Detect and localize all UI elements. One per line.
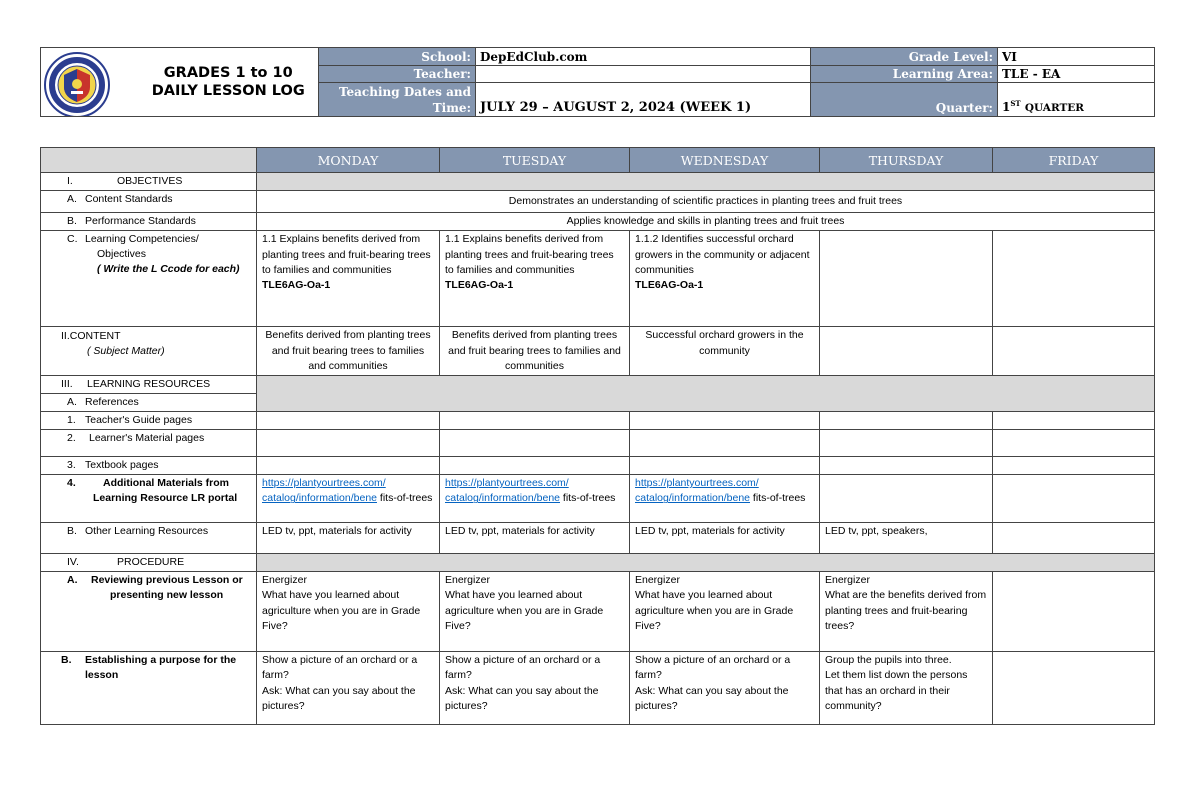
- content-monday: Benefits derived from planting trees and fruit bearing trees to families and communities: [257, 327, 440, 376]
- resources-num: III.: [61, 378, 73, 391]
- performance-standards-num: B.: [67, 215, 77, 227]
- tg-pages-tuesday: [440, 412, 630, 430]
- performance-standards-text: Performance Standards: [85, 215, 196, 227]
- resource-link-tuesday-tail: fits-of-trees: [560, 492, 616, 505]
- procedure-fill: [257, 554, 1155, 572]
- purpose-thursday: [820, 652, 993, 725]
- performance-standards-value: Applies knowledge and skills in planting trees and fruit trees: [257, 213, 1155, 231]
- competencies-friday: [993, 231, 1155, 327]
- tb-pages-row: [41, 457, 1155, 475]
- resource-link-wednesday-1[interactable]: https://plantyourtrees.com/: [635, 477, 759, 490]
- day-tuesday: TUESDAY: [440, 148, 630, 173]
- tg-pages-friday: [993, 412, 1155, 430]
- other-resources-text: Other Learning Resources: [85, 525, 209, 538]
- resources-label: [41, 376, 257, 394]
- purpose-wednesday: [630, 652, 820, 725]
- content-thursday: [820, 327, 993, 376]
- reviewing-monday-text: What have you learned about agriculture when you are in Grade Five?: [262, 589, 421, 633]
- lm-pages-wednesday: [630, 430, 820, 457]
- school-value: DepEdClub.com: [476, 48, 811, 66]
- other-resources-row: [41, 523, 1155, 554]
- reviewing-tuesday-text: What have you learned about agriculture when you are in Grade Five?: [445, 589, 604, 633]
- reviewing-monday: [257, 572, 440, 652]
- days-header-row: [41, 148, 1155, 173]
- additional-materials-row: [41, 475, 1155, 523]
- resource-link-monday[interactable]: [262, 477, 386, 504]
- tg-pages-label: [41, 412, 257, 430]
- procedure-label: [41, 554, 257, 572]
- content-text-2: ( Subject Matter): [87, 345, 165, 358]
- tb-pages-thursday: [820, 457, 993, 475]
- tg-pages-thursday: [820, 412, 993, 430]
- competencies-tuesday: [440, 231, 630, 327]
- resources-fill: [257, 376, 1155, 412]
- objectives-label: [41, 173, 257, 191]
- reviewing-wednesday-text: What have you learned about agriculture when you are in Grade Five?: [635, 589, 794, 633]
- tg-pages-row: [41, 412, 1155, 430]
- procedure-row: [41, 554, 1155, 572]
- reviewing-label: [41, 572, 257, 652]
- purpose-monday: [257, 652, 440, 725]
- other-resources-tuesday: LED tv, ppt, materials for activity: [440, 523, 630, 554]
- deped-seal-icon: [43, 51, 111, 117]
- content-standards-label: [41, 191, 257, 213]
- day-friday: FRIDAY: [993, 148, 1155, 173]
- tg-pages-wednesday: [630, 412, 820, 430]
- objectives-fill: [257, 173, 1155, 191]
- header-table: [40, 47, 1155, 117]
- other-resources-wednesday: LED tv, ppt, materials for activity: [630, 523, 820, 554]
- purpose-tuesday-2: Ask: What can you say about the pictures?: [445, 684, 599, 713]
- content-text-1: II.CONTENT: [61, 330, 121, 343]
- resources-row: [41, 376, 1155, 394]
- reviewing-wednesday: [630, 572, 820, 652]
- competencies-tuesday-code: TLE6AG-Oa-1: [445, 279, 514, 292]
- lm-pages-num: 2.: [67, 432, 76, 445]
- tg-pages-num: 1.: [67, 414, 76, 427]
- lm-pages-monday: [257, 430, 440, 457]
- purpose-monday-2: Ask: What can you say about the pictures?: [262, 684, 416, 713]
- title-cell: [119, 48, 319, 117]
- tb-pages-wednesday: [630, 457, 820, 475]
- additional-wednesday: [630, 475, 820, 523]
- day-wednesday: WEDNESDAY: [630, 148, 820, 173]
- content-friday: [993, 327, 1155, 376]
- resource-link-monday-1[interactable]: https://plantyourtrees.com/: [262, 477, 386, 490]
- competencies-tuesday-text: 1.1 Explains benefits derived from planting trees and fruit-bearing trees to families and communities: [445, 233, 614, 276]
- additional-friday: [993, 475, 1155, 523]
- dates-value: JULY 29 – AUGUST 2, 2024 (WEEK 1): [476, 83, 811, 117]
- lm-pages-label: [41, 430, 257, 457]
- reviewing-num: A.: [67, 574, 78, 587]
- content-standards-row: [41, 191, 1155, 213]
- resource-link-tuesday[interactable]: [445, 477, 569, 504]
- dates-label-line-2: Time:: [432, 101, 471, 115]
- tg-pages-text: Teacher's Guide pages: [85, 414, 193, 427]
- competencies-row: [41, 231, 1155, 327]
- purpose-tuesday-1: Show a picture of an orchard or a farm?: [445, 654, 601, 682]
- additional-text-2: Learning Resource LR portal: [93, 492, 238, 505]
- reviewing-thursday-energizer: Energizer: [825, 574, 870, 587]
- competencies-monday-text: 1.1 Explains benefits derived from planting trees and fruit-bearing trees to families and communities: [262, 233, 431, 276]
- reviewing-thursday: [820, 572, 993, 652]
- objectives-num: I.: [67, 175, 73, 187]
- resources-text: LEARNING RESOURCES: [87, 378, 211, 391]
- day-thursday: THURSDAY: [820, 148, 993, 173]
- purpose-text-1: Establishing a purpose for the: [85, 654, 237, 667]
- procedure-num: IV.: [67, 556, 79, 569]
- reviewing-tuesday: [440, 572, 630, 652]
- purpose-wednesday-1: Show a picture of an orchard or a farm?: [635, 654, 791, 682]
- content-tuesday: Benefits derived from planting trees and fruit bearing trees to families and communities: [440, 327, 630, 376]
- title-line-2: DAILY LESSON LOG: [151, 83, 305, 99]
- purpose-thursday-1: Group the pupils into three.: [825, 654, 952, 667]
- performance-standards-row: [41, 213, 1155, 231]
- resource-link-wednesday-tail: fits-of-trees: [750, 492, 806, 505]
- blank-header-cell: [41, 148, 257, 173]
- competencies-label: [41, 231, 257, 327]
- references-text: References: [85, 396, 139, 409]
- additional-text-1: Additional Materials from: [103, 477, 230, 490]
- lesson-log-table: [40, 147, 1155, 725]
- purpose-wednesday-2: Ask: What can you say about the pictures?: [635, 684, 789, 713]
- competencies-monday-code: TLE6AG-Oa-1: [262, 279, 331, 292]
- purpose-label: [41, 652, 257, 725]
- purpose-text-2: lesson: [85, 669, 119, 682]
- reviewing-monday-energizer: Energizer: [262, 574, 307, 587]
- school-label: School:: [319, 48, 476, 66]
- lm-pages-thursday: [820, 430, 993, 457]
- lm-pages-row: [41, 430, 1155, 457]
- quarter-num: 1: [1002, 100, 1011, 114]
- tb-pages-num: 3.: [67, 459, 76, 472]
- logo-cell: [41, 48, 119, 117]
- reviewing-thursday-text: What are the benefits derived from planting trees and fruit-bearing trees?: [825, 589, 987, 633]
- lm-pages-text: Learner's Material pages: [89, 432, 205, 445]
- additional-thursday: [820, 475, 993, 523]
- tb-pages-label: [41, 457, 257, 475]
- competencies-text-1: Learning Competencies/: [85, 233, 199, 246]
- competencies-monday: [257, 231, 440, 327]
- tb-pages-text: Textbook pages: [85, 459, 159, 472]
- performance-standards-label: [41, 213, 257, 231]
- area-value: TLE - EA: [998, 66, 1155, 83]
- other-resources-friday: [993, 523, 1155, 554]
- additional-line-1: [45, 476, 252, 491]
- teacher-value: [476, 66, 811, 83]
- area-label: Learning Area:: [811, 66, 998, 83]
- day-monday: MONDAY: [257, 148, 440, 173]
- competencies-text-3: ( Write the L Ccode for each): [97, 263, 240, 276]
- content-standards-text: Content Standards: [85, 193, 173, 205]
- reviewing-text-2: presenting new lesson: [110, 589, 224, 602]
- grade-value: VI: [998, 48, 1155, 66]
- content-standards-num: A.: [67, 193, 77, 205]
- competencies-wednesday: [630, 231, 820, 327]
- reviewing-wednesday-energizer: Energizer: [635, 574, 680, 587]
- other-resources-label: [41, 523, 257, 554]
- competencies-line-1: [45, 232, 252, 247]
- reviewing-tuesday-energizer: Energizer: [445, 574, 490, 587]
- competencies-thursday: [820, 231, 993, 327]
- title-line-1: GRADES 1 to 10: [163, 65, 293, 81]
- purpose-monday-1: Show a picture of an orchard or a farm?: [262, 654, 418, 682]
- purpose-row: [41, 652, 1155, 725]
- quarter-label: Quarter:: [811, 83, 998, 117]
- reviewing-line-1: [45, 573, 252, 588]
- purpose-tuesday: [440, 652, 630, 725]
- competencies-wednesday-code: TLE6AG-Oa-1: [635, 279, 704, 292]
- purpose-line-1: [45, 653, 252, 668]
- purpose-thursday-2: Let them list down the persons that has an orchard in their community?: [825, 669, 968, 713]
- resource-link-tuesday-2[interactable]: catalog/information/bene: [445, 492, 560, 505]
- procedure-text: PROCEDURE: [117, 556, 185, 569]
- teacher-label: Teacher:: [319, 66, 476, 83]
- lm-pages-tuesday: [440, 430, 630, 457]
- tb-pages-friday: [993, 457, 1155, 475]
- resource-link-monday-2[interactable]: catalog/information/bene: [262, 492, 377, 505]
- resource-link-tuesday-1[interactable]: https://plantyourtrees.com/: [445, 477, 569, 490]
- dates-label: [319, 83, 476, 117]
- additional-tuesday: [440, 475, 630, 523]
- lm-pages-friday: [993, 430, 1155, 457]
- additional-materials-label: [41, 475, 257, 523]
- other-resources-num: B.: [67, 525, 77, 538]
- reviewing-row: [41, 572, 1155, 652]
- objectives-row: [41, 173, 1155, 191]
- competencies-wednesday-text: 1.1.2 Identifies successful orchard growers in the community or adjacent communities: [635, 233, 810, 276]
- grade-label: Grade Level:: [811, 48, 998, 66]
- resource-link-wednesday[interactable]: [635, 477, 759, 504]
- other-resources-monday: LED tv, ppt, materials for activity: [257, 523, 440, 554]
- tg-pages-monday: [257, 412, 440, 430]
- competencies-num: C.: [67, 233, 78, 246]
- purpose-friday: [993, 652, 1155, 725]
- reviewing-text-1: Reviewing previous Lesson or: [91, 574, 243, 587]
- reviewing-friday: [993, 572, 1155, 652]
- dates-label-line-1: Teaching Dates and: [338, 85, 471, 99]
- references-label: [41, 394, 257, 412]
- resource-link-wednesday-2[interactable]: catalog/information/bene: [635, 492, 750, 505]
- quarter-sup: ST: [1010, 99, 1021, 108]
- references-num: A.: [67, 396, 77, 409]
- other-resources-thursday: LED tv, ppt, speakers,: [820, 523, 993, 554]
- objectives-text: OBJECTIVES: [117, 175, 183, 187]
- content-standards-value: Demonstrates an understanding of scientific practices in planting trees and fruit trees: [257, 191, 1155, 213]
- content-row: [41, 327, 1155, 376]
- content-wednesday: Successful orchard growers in the community: [630, 327, 820, 376]
- resource-link-monday-tail: fits-of-trees: [377, 492, 433, 505]
- quarter-value: [998, 83, 1155, 117]
- additional-num: 4.: [67, 477, 76, 490]
- competencies-text-2: Objectives: [97, 248, 147, 261]
- content-label: [41, 327, 257, 376]
- additional-monday: [257, 475, 440, 523]
- purpose-num: B.: [61, 654, 72, 667]
- tb-pages-tuesday: [440, 457, 630, 475]
- tb-pages-monday: [257, 457, 440, 475]
- quarter-word: QUARTER: [1024, 102, 1085, 114]
